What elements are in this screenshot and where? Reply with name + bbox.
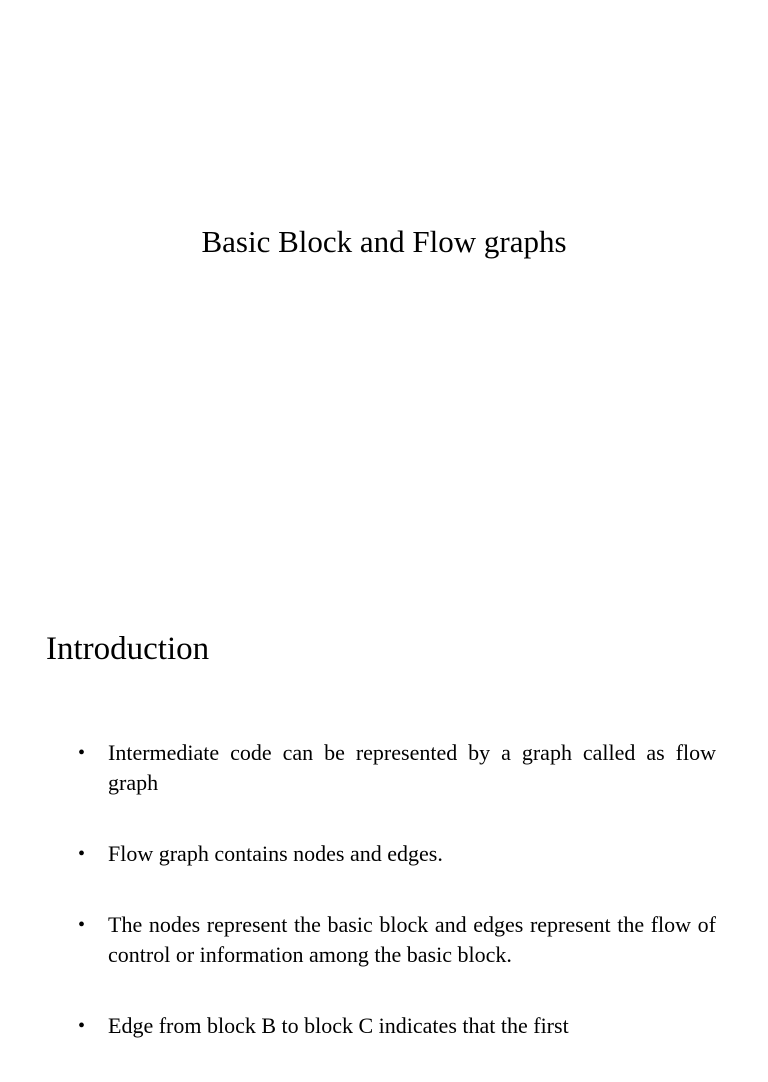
bullet-icon: •	[78, 843, 86, 865]
bullet-list	[0, 738, 768, 1082]
bullet-item	[0, 910, 768, 970]
bullet-text: The nodes represent the basic block and edges represent the flow of control or information among the basic block.	[108, 912, 716, 967]
bullet-text: Flow graph contains nodes and edges.	[108, 841, 443, 866]
bullet-item	[0, 1011, 768, 1041]
bullet-icon: •	[78, 914, 86, 936]
section-heading: Introduction	[46, 631, 210, 667]
slide-title: Basic Block and Flow graphs	[201, 224, 567, 259]
bullet-text: Intermediate code can be represented by a graph called as flow graph	[108, 740, 716, 795]
bullet-icon: •	[78, 1015, 86, 1037]
bullet-item	[0, 738, 768, 798]
bullet-item	[0, 839, 768, 869]
bullet-text: Edge from block B to block C indicates that the first	[108, 1013, 569, 1038]
bullet-icon: •	[78, 742, 86, 764]
